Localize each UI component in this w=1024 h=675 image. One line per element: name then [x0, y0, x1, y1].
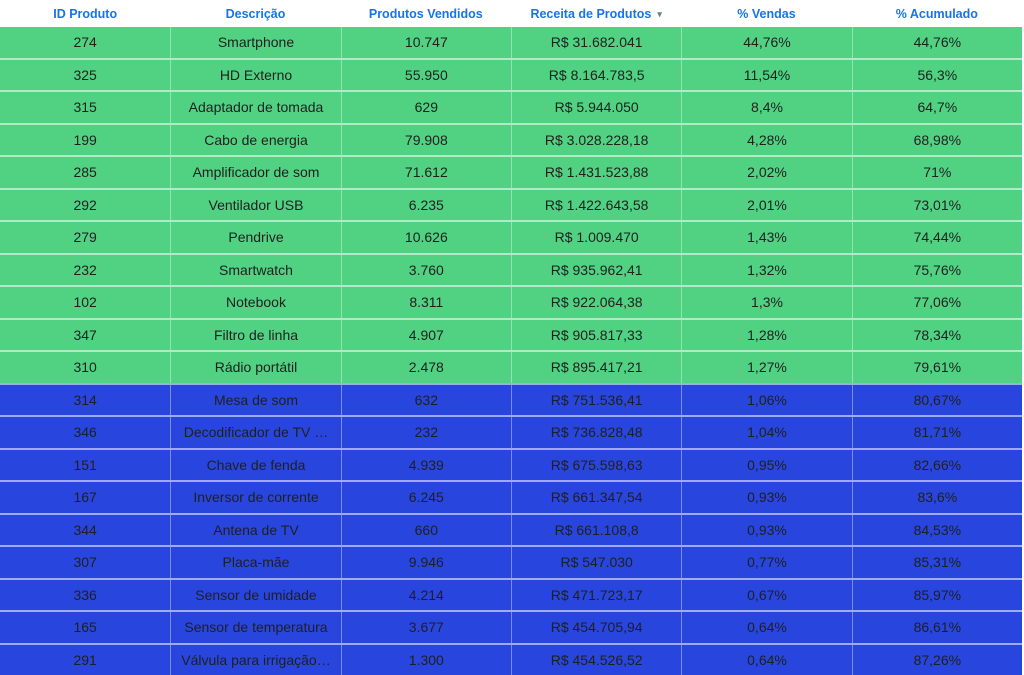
cell-pct-vendas: 1,3% — [681, 287, 851, 318]
cell-receita: R$ 935.962,41 — [511, 255, 681, 286]
cell-pct-acumulado: 82,66% — [852, 450, 1022, 481]
cell-pct-acumulado: 78,34% — [852, 320, 1022, 351]
cell-receita: R$ 471.723,17 — [511, 580, 681, 611]
column-header-label: Receita de Produtos — [530, 6, 652, 21]
cell-pct-vendas: 1,32% — [681, 255, 851, 286]
cell-pct-acumulado: 79,61% — [852, 352, 1022, 383]
column-header-produtos-vendidos[interactable] — [341, 7, 511, 21]
cell-produtos-vendidos: 79.908 — [341, 125, 511, 156]
table-row — [0, 58, 1022, 91]
cell-pct-vendas: 0,77% — [681, 547, 851, 578]
column-header-label: Produtos Vendidos — [368, 6, 483, 21]
cell-pct-acumulado: 85,31% — [852, 547, 1022, 578]
cell-produtos-vendidos: 6.235 — [341, 190, 511, 221]
cell-produtos-vendidos: 3.677 — [341, 612, 511, 643]
cell-id-produto: 151 — [73, 456, 97, 473]
cell-id-produto: 344 — [73, 521, 97, 538]
sort-descending-icon: ▾ — [657, 9, 662, 19]
cell-id-produto: 346 — [73, 424, 97, 441]
cell-pct-acumulado: 73,01% — [852, 190, 1022, 221]
cell-pct-acumulado: 81,71% — [852, 417, 1022, 448]
cell-produtos-vendidos: 3.760 — [341, 255, 511, 286]
cell-receita: R$ 922.064,38 — [511, 287, 681, 318]
cell-id-produto: 167 — [73, 489, 97, 506]
cell-id-produto: 165 — [73, 619, 97, 636]
cell-receita: R$ 895.417,21 — [511, 352, 681, 383]
cell-produtos-vendidos: 55.950 — [341, 60, 511, 91]
table-row — [0, 578, 1022, 611]
cell-descricao: Placa-mãe — [170, 547, 340, 578]
cell-id-produto: 274 — [73, 34, 97, 51]
cell-pct-acumulado: 56,3% — [852, 60, 1022, 91]
cell-pct-acumulado: 85,97% — [852, 580, 1022, 611]
cell-pct-acumulado: 68,98% — [852, 125, 1022, 156]
cell-pct-vendas: 4,28% — [681, 125, 851, 156]
cell-receita: R$ 736.828,48 — [511, 417, 681, 448]
cell-descricao: Válvula para irrigação… — [170, 645, 340, 675]
cell-descricao: Inversor de corrente — [170, 482, 340, 513]
cell-pct-acumulado: 84,53% — [852, 515, 1022, 546]
cell-produtos-vendidos: 629 — [341, 92, 511, 123]
table-row — [0, 188, 1022, 221]
column-header-descricao[interactable] — [170, 7, 340, 21]
table-row — [0, 318, 1022, 351]
cell-receita: R$ 5.944.050 — [511, 92, 681, 123]
column-header-id-produto[interactable] — [0, 7, 170, 21]
cell-id-produto: 199 — [73, 131, 97, 148]
table-row — [0, 448, 1022, 481]
cell-receita: R$ 31.682.041 — [511, 27, 681, 58]
cell-produtos-vendidos: 8.311 — [341, 287, 511, 318]
cell-pct-acumulado: 83,6% — [852, 482, 1022, 513]
cell-pct-vendas: 1,43% — [681, 222, 851, 253]
cell-receita: R$ 3.028.228,18 — [511, 125, 681, 156]
cell-receita: R$ 675.598,63 — [511, 450, 681, 481]
column-header-pct-acumulado[interactable] — [852, 7, 1022, 21]
cell-descricao: Filtro de linha — [170, 320, 340, 351]
cell-pct-acumulado: 77,06% — [852, 287, 1022, 318]
cell-descricao: Sensor de temperatura — [170, 612, 340, 643]
cell-descricao: Pendrive — [170, 222, 340, 253]
cell-id-produto: 325 — [73, 66, 97, 83]
cell-receita: R$ 1.422.643,58 — [511, 190, 681, 221]
cell-pct-vendas: 0,93% — [681, 482, 851, 513]
cell-descricao: Ventilador USB — [170, 190, 340, 221]
cell-pct-vendas: 0,95% — [681, 450, 851, 481]
cell-produtos-vendidos: 71.612 — [341, 157, 511, 188]
cell-produtos-vendidos: 10.747 — [341, 27, 511, 58]
table-header-row — [0, 0, 1022, 27]
cell-descricao: Decodificador de TV … — [170, 417, 340, 448]
cell-id-produto: 315 — [73, 99, 97, 116]
cell-descricao: Smartphone — [170, 27, 340, 58]
cell-produtos-vendidos: 10.626 — [341, 222, 511, 253]
cell-descricao: Mesa de som — [170, 385, 340, 416]
cell-pct-vendas: 44,76% — [681, 27, 851, 58]
cell-id-produto: 314 — [73, 391, 97, 408]
cell-receita: R$ 661.347,54 — [511, 482, 681, 513]
cell-id-produto: 347 — [73, 326, 97, 343]
cell-produtos-vendidos: 632 — [341, 385, 511, 416]
cell-produtos-vendidos: 4.907 — [341, 320, 511, 351]
cell-id-produto: 307 — [73, 554, 97, 571]
cell-produtos-vendidos: 4.939 — [341, 450, 511, 481]
cell-produtos-vendidos: 232 — [341, 417, 511, 448]
cell-id-produto: 292 — [73, 196, 97, 213]
column-header-label: Descrição — [225, 6, 286, 21]
table-body — [0, 27, 1022, 675]
cell-receita: R$ 8.164.783,5 — [511, 60, 681, 91]
cell-produtos-vendidos: 2.478 — [341, 352, 511, 383]
cell-id-produto: 291 — [73, 651, 97, 668]
table-row — [0, 513, 1022, 546]
table-row — [0, 27, 1022, 58]
cell-pct-vendas: 8,4% — [681, 92, 851, 123]
cell-id-produto: 310 — [73, 359, 97, 376]
cell-pct-acumulado: 87,26% — [852, 645, 1022, 675]
cell-produtos-vendidos: 4.214 — [341, 580, 511, 611]
table-row — [0, 253, 1022, 286]
cell-produtos-vendidos: 6.245 — [341, 482, 511, 513]
cell-pct-vendas: 1,04% — [681, 417, 851, 448]
column-header-label: ID Produto — [53, 6, 118, 21]
table-row — [0, 643, 1022, 675]
table-row — [0, 350, 1022, 383]
table-row — [0, 610, 1022, 643]
cell-pct-vendas: 0,64% — [681, 645, 851, 675]
cell-receita: R$ 1.431.523,88 — [511, 157, 681, 188]
table-row — [0, 155, 1022, 188]
cell-pct-vendas: 2,02% — [681, 157, 851, 188]
cell-pct-vendas: 0,64% — [681, 612, 851, 643]
cell-descricao: HD Externo — [170, 60, 340, 91]
cell-descricao: Smartwatch — [170, 255, 340, 286]
cell-pct-vendas: 0,93% — [681, 515, 851, 546]
cell-pct-acumulado: 71% — [852, 157, 1022, 188]
cell-id-produto: 102 — [73, 294, 97, 311]
cell-produtos-vendidos: 660 — [341, 515, 511, 546]
cell-pct-acumulado: 74,44% — [852, 222, 1022, 253]
table-row — [0, 90, 1022, 123]
cell-pct-acumulado: 64,7% — [852, 92, 1022, 123]
cell-id-produto: 232 — [73, 261, 97, 278]
column-header-receita-de-produtos[interactable] — [511, 7, 681, 21]
cell-pct-acumulado: 80,67% — [852, 385, 1022, 416]
cell-descricao: Adaptador de tomada — [170, 92, 340, 123]
cell-descricao: Cabo de energia — [170, 125, 340, 156]
table-row — [0, 545, 1022, 578]
table-row — [0, 480, 1022, 513]
cell-pct-vendas: 1,28% — [681, 320, 851, 351]
cell-receita: R$ 1.009.470 — [511, 222, 681, 253]
cell-produtos-vendidos: 1.300 — [341, 645, 511, 675]
cell-pct-acumulado: 75,76% — [852, 255, 1022, 286]
cell-descricao: Amplificador de som — [170, 157, 340, 188]
cell-descricao: Chave de fenda — [170, 450, 340, 481]
cell-receita: R$ 454.526,52 — [511, 645, 681, 675]
cell-descricao: Rádio portátil — [170, 352, 340, 383]
cell-id-produto: 336 — [73, 586, 97, 603]
table-row — [0, 123, 1022, 156]
table-row — [0, 220, 1022, 253]
cell-id-produto: 285 — [73, 164, 97, 181]
cell-receita: R$ 547.030 — [511, 547, 681, 578]
cell-receita: R$ 661.108,8 — [511, 515, 681, 546]
table-row — [0, 415, 1022, 448]
column-header-label: % Acumulado — [895, 6, 978, 21]
column-header-pct-vendas[interactable] — [681, 7, 851, 21]
table-row — [0, 285, 1022, 318]
cell-pct-acumulado: 86,61% — [852, 612, 1022, 643]
cell-receita: R$ 454.705,94 — [511, 612, 681, 643]
cell-pct-vendas: 0,67% — [681, 580, 851, 611]
cell-pct-vendas: 1,27% — [681, 352, 851, 383]
cell-receita: R$ 905.817,33 — [511, 320, 681, 351]
cell-pct-vendas: 1,06% — [681, 385, 851, 416]
cell-descricao: Notebook — [170, 287, 340, 318]
cell-descricao: Antena de TV — [170, 515, 340, 546]
table-row — [0, 383, 1022, 416]
column-header-label: % Vendas — [737, 6, 796, 21]
cell-receita: R$ 751.536,41 — [511, 385, 681, 416]
cell-descricao: Sensor de umidade — [170, 580, 340, 611]
cell-pct-acumulado: 44,76% — [852, 27, 1022, 58]
cell-pct-vendas: 2,01% — [681, 190, 851, 221]
cell-produtos-vendidos: 9.946 — [341, 547, 511, 578]
cell-id-produto: 279 — [73, 229, 97, 246]
cell-pct-vendas: 11,54% — [681, 60, 851, 91]
